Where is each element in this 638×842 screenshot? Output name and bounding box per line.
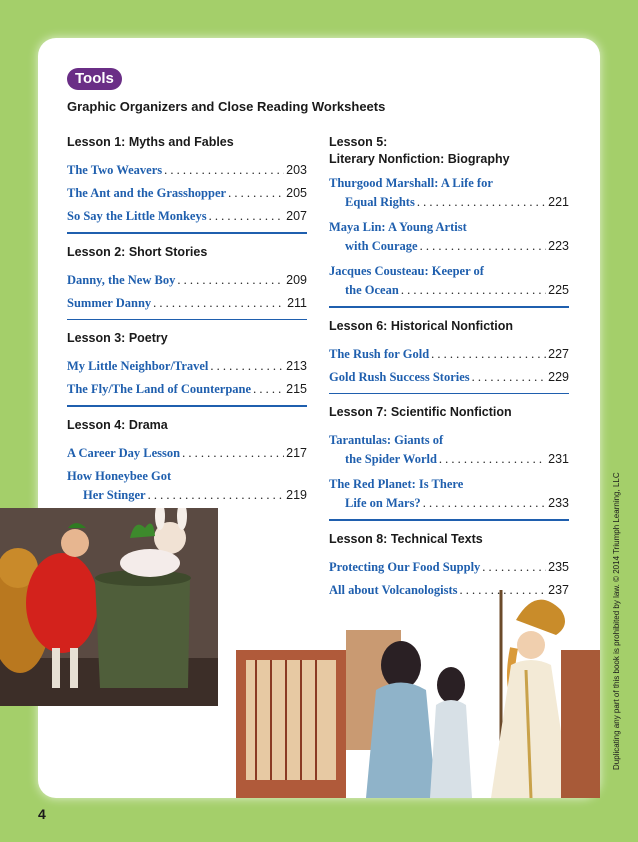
toc-entry[interactable]: The Two Weavers . . . 203	[67, 161, 307, 180]
tools-badge: Tools	[67, 68, 122, 90]
toc-entry[interactable]: the Spider World . . . 231	[329, 450, 569, 469]
toc-entry-first-line[interactable]: The Red Planet: Is There	[329, 477, 464, 491]
toc-entry[interactable]: The Ant and the Grasshopper . . . 205	[67, 184, 307, 203]
divider	[329, 393, 569, 395]
toc-entry[interactable]: All about Volcanologists . . . 237	[329, 581, 569, 600]
toc-entry-first-line[interactable]: Tarantulas: Giants of	[329, 433, 444, 447]
page-number: 4	[38, 806, 46, 822]
lesson-8-heading: Lesson 8: Technical Texts	[329, 531, 483, 546]
toc-entry[interactable]: Equal Rights . . . 221	[329, 193, 569, 212]
lesson-5-heading: Lesson 5: Literary Nonfiction: Biography	[329, 135, 510, 166]
toc-entry[interactable]: The Rush for Gold . . . 227	[329, 345, 569, 364]
lesson-7-heading: Lesson 7: Scientific Nonfiction	[329, 405, 512, 419]
toc-entry[interactable]: Gold Rush Success Stories . . . 229	[329, 368, 569, 387]
toc-entry[interactable]: Danny, the New Boy . . . 209	[67, 271, 307, 290]
toc-entry-first-line[interactable]: Jacques Cousteau: Keeper of	[329, 264, 484, 278]
divider	[67, 319, 307, 321]
divider	[67, 405, 307, 407]
toc-entry[interactable]: with Courage . . . 223	[329, 237, 569, 256]
copyright-notice: Duplicating any part of this book is prohibited by law. © 2014 Triumph Learning, LLC	[612, 472, 621, 770]
toc-entry[interactable]: Life on Mars? . . . 233	[329, 494, 569, 513]
toc-entry[interactable]: So Say the Little Monkeys . . . 207	[67, 207, 307, 226]
toc-left-column	[67, 134, 307, 511]
divider	[329, 519, 569, 521]
toc-entry[interactable]: The Fly/The Land of Counterpane . . . 215	[67, 380, 307, 399]
lesson-6-heading: Lesson 6: Historical Nonfiction	[329, 318, 514, 333]
lesson-4-heading: Lesson 4: Drama	[67, 417, 168, 432]
divider	[67, 232, 307, 234]
toc-entry[interactable]: Protecting Our Food Supply . . . 235	[329, 558, 569, 577]
toc-entry-first-line[interactable]: Thurgood Marshall: A Life for	[329, 176, 493, 190]
toc-entry-first-line[interactable]: Maya Lin: A Young Artist	[329, 220, 467, 234]
toc-entry[interactable]: Summer Danny . . . 211	[67, 294, 307, 313]
toc-entry[interactable]: My Little Neighbor/Travel . . . 213	[67, 357, 307, 376]
page-subtitle: Graphic Organizers and Close Reading Worksheets	[67, 99, 386, 114]
toc-entry-first-line[interactable]: How Honeybee Got	[67, 468, 172, 483]
divider	[329, 306, 569, 308]
lesson-2-heading: Lesson 2: Short Stories	[67, 244, 208, 259]
toc-right-column	[329, 134, 569, 604]
toc-entry[interactable]: A Career Day Lesson . . . 217	[67, 444, 307, 463]
lesson-1-heading: Lesson 1: Myths and Fables	[67, 135, 234, 149]
drama-photo	[0, 508, 218, 706]
toc-entry[interactable]: the Ocean . . . 225	[329, 281, 569, 300]
toc-entry[interactable]: Her Stinger . . . 219	[67, 486, 307, 505]
lesson-3-heading: Lesson 3: Poetry	[67, 331, 168, 345]
weavers-illustration	[226, 590, 600, 798]
